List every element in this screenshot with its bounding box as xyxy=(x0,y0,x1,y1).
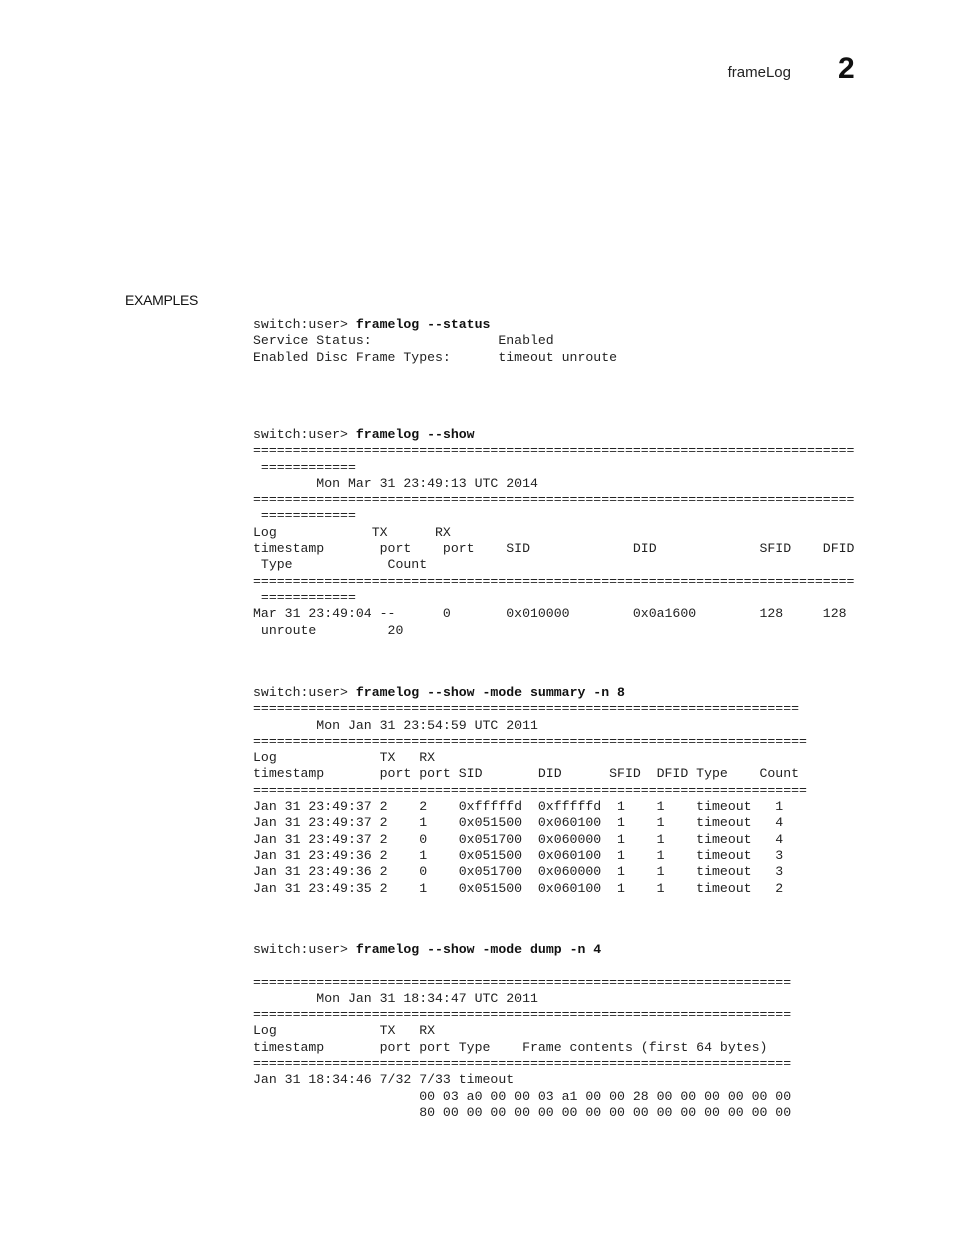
code-example-dump xyxy=(253,942,791,1121)
command-text: framelog --show -mode summary -n 8 xyxy=(355,685,625,700)
running-header-title: frameLog xyxy=(727,64,791,81)
command-prompt: switch:user> xyxy=(253,317,356,332)
code-example-summary xyxy=(253,685,807,897)
command-output: ==================================================================== Mon Jan 31 18:34:47 UTC 2011 ==================================================================== Log TX RX timestamp port port Type Frame contents (first 64 bytes) ==================================================================== Jan 31 18:34:46 7/32 7/33 timeout 00 03 a0 00 00 03 a1 00 00 28 00 00 00 00 00 00 80 00 00 00 00 00 00 00 00 00 00 00 00 00 00 00 xyxy=(253,974,792,1120)
command-output: ===================================================================== Mon Jan 31 23:54:59 UTC 2011 ====================================================================== Log TX RX timestamp port port SID DID SFID DFID Type Count ====================================================================== Jan 31 23:49:37 2 2 0xfffffd 0xfffffd 1 1 timeout 1 Jan 31 23:49:37 2 1 0x051500 0x060100 1 1 timeout 4 Jan 31 23:49:37 2 0 0x051700 0x060000 1 1 timeout 4 Jan 31 23:49:36 2 1 0x051500 0x060100 1 1 timeout 3 Jan 31 23:49:36 2 0 0x051700 0x060000 1 1 timeout 3 Jan 31 23:49:35 2 1 0x051500 0x060100 1 1 timeout 2 xyxy=(253,701,807,896)
command-prompt: switch:user> xyxy=(253,685,356,700)
command-text: framelog --show -mode dump -n 4 xyxy=(355,942,602,957)
code-example-status xyxy=(253,317,617,366)
code-example-show xyxy=(253,427,854,639)
command-text: framelog --status xyxy=(355,317,491,332)
command-output: ============================================================================ ============ Mon Mar 31 23:49:13 UTC 2014 ============================================================================ ============ Log TX RX timestamp port port SID DID SFID DFID Type Count ============================================================================ ============ Mar 31 23:49:04 -- 0 0x010000 0x0a1600 128 128 unroute 20 xyxy=(253,443,855,638)
section-heading-examples: EXAMPLES xyxy=(125,292,199,308)
command-prompt: switch:user> xyxy=(253,427,356,442)
chapter-number: 2 xyxy=(838,52,855,85)
command-text: framelog --show xyxy=(355,427,475,442)
command-output: Service Status: Enabled Enabled Disc Frame Types: timeout unroute xyxy=(253,333,618,365)
command-prompt: switch:user> xyxy=(253,942,356,957)
